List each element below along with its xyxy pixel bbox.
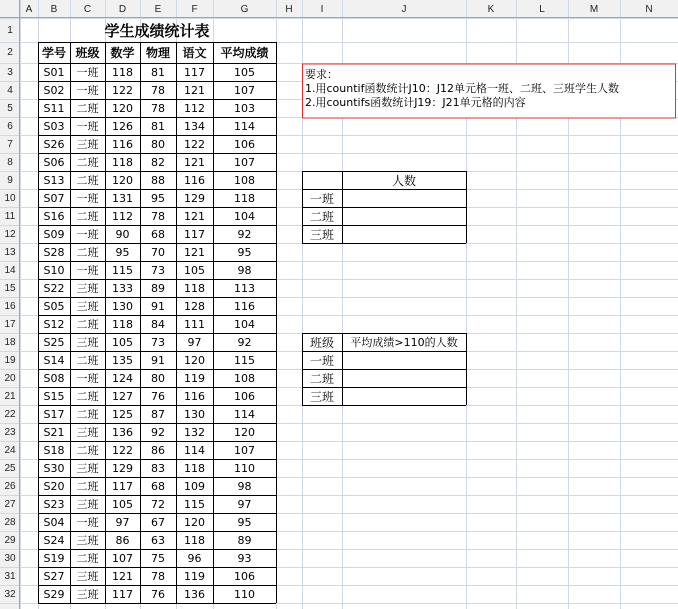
table-cell[interactable]: S11 [43, 101, 65, 115]
column-header-a[interactable]: A [25, 3, 33, 15]
avg-table-value[interactable] [342, 387, 466, 405]
row-header-22[interactable]: 22 [4, 408, 16, 420]
table-cell[interactable]: 110 [234, 461, 255, 475]
column-header-f[interactable]: F [191, 3, 198, 15]
table-cell[interactable]: 68 [151, 227, 165, 241]
table-cell[interactable]: S16 [43, 209, 65, 223]
table-cell[interactable]: 三班 [76, 498, 99, 511]
table-cell[interactable]: 二班 [76, 390, 99, 403]
row-header-25[interactable]: 25 [4, 462, 16, 474]
table-cell[interactable]: 78 [151, 209, 165, 223]
table-cell[interactable]: S24 [43, 533, 65, 547]
table-cell[interactable]: 二班 [76, 552, 99, 565]
table-cell[interactable]: 97 [237, 497, 252, 511]
table-cell[interactable]: 二班 [76, 444, 99, 457]
row-header-9[interactable]: 9 [7, 174, 13, 186]
table-cell[interactable]: 105 [112, 335, 133, 349]
column-header-g[interactable]: G [240, 3, 249, 15]
row-header-29[interactable]: 29 [4, 534, 16, 546]
table-cell[interactable]: 76 [151, 587, 165, 601]
table-cell[interactable]: 133 [112, 281, 133, 295]
column-header-e[interactable]: E [154, 3, 162, 15]
row-header-5[interactable]: 5 [7, 102, 13, 114]
table-cell[interactable]: S21 [43, 425, 65, 439]
row-header-4[interactable]: 4 [7, 84, 13, 96]
table-cell[interactable]: 130 [112, 299, 133, 313]
table-cell[interactable]: S07 [43, 191, 65, 205]
table-cell[interactable]: 95 [115, 245, 130, 259]
table-cell[interactable]: 120 [112, 101, 133, 115]
table-cell[interactable]: 89 [151, 281, 165, 295]
row-header-17[interactable]: 17 [4, 318, 16, 330]
table-cell[interactable]: 86 [151, 443, 165, 457]
table-cell[interactable]: 119 [184, 371, 205, 385]
table-cell[interactable]: 二班 [76, 174, 99, 187]
table-cell[interactable]: 95 [151, 191, 165, 205]
table-cell[interactable]: 81 [151, 65, 165, 79]
table-cell[interactable]: 107 [234, 155, 255, 169]
table-cell[interactable]: S09 [43, 227, 65, 241]
table-cell[interactable]: 106 [234, 137, 255, 151]
table-cell[interactable]: 三班 [76, 336, 99, 349]
table-cell[interactable]: 三班 [76, 300, 99, 313]
table-cell[interactable]: 122 [112, 83, 133, 97]
table-cell[interactable]: 95 [237, 245, 252, 259]
table-cell[interactable]: 三班 [76, 534, 99, 547]
count-table-class[interactable]: 一班 [309, 191, 334, 206]
table-cell[interactable]: 113 [234, 281, 255, 295]
table-cell[interactable]: 一班 [76, 84, 99, 97]
table-cell[interactable]: S06 [43, 155, 65, 169]
avg-table-class[interactable]: 二班 [309, 371, 334, 386]
table-header-cell[interactable]: 平均成绩 [220, 46, 269, 60]
table-cell[interactable]: 114 [184, 443, 205, 457]
table-cell[interactable]: 116 [112, 137, 133, 151]
row-header-31[interactable]: 31 [4, 570, 16, 582]
requirements-heading: 要求： [305, 68, 338, 81]
requirements-line-1: 1.用countif函数统计J10：J12单元格一班、二班、三班学生人数 [305, 82, 619, 95]
table-cell[interactable]: 92 [237, 335, 252, 349]
table-cell[interactable]: 106 [234, 389, 255, 403]
requirements-line-2: 2.用countifs函数统计J19：J21单元格的内容 [305, 96, 526, 109]
table-cell[interactable]: 68 [151, 479, 165, 493]
table-cell[interactable]: 114 [234, 407, 255, 421]
table-cell[interactable]: 124 [112, 371, 133, 385]
table-cell[interactable]: 82 [151, 155, 165, 169]
row-header-32[interactable]: 32 [4, 588, 16, 600]
table-cell[interactable]: 105 [112, 497, 133, 511]
table-cell[interactable]: 97 [115, 515, 130, 529]
table-cell[interactable]: 三班 [76, 426, 99, 439]
table-cell[interactable]: 78 [151, 101, 165, 115]
table-cell[interactable]: 一班 [76, 66, 99, 79]
table-cell[interactable]: 120 [234, 425, 255, 439]
table-cell[interactable]: 一班 [76, 192, 99, 205]
table-cell[interactable]: 105 [184, 263, 205, 277]
table-cell[interactable]: 120 [184, 515, 205, 529]
table-cell[interactable]: S28 [43, 245, 65, 259]
table-cell[interactable]: 121 [184, 209, 205, 223]
table-cell[interactable]: 136 [112, 425, 133, 439]
avg-table-header-class[interactable]: 班级 [309, 335, 334, 350]
row-header-19[interactable]: 19 [4, 354, 16, 366]
table-cell[interactable]: 120 [112, 173, 133, 187]
row-header-18[interactable]: 18 [4, 336, 16, 348]
table-cell[interactable]: 98 [237, 479, 252, 493]
table-cell[interactable]: S23 [43, 497, 65, 511]
table-cell[interactable]: 103 [234, 101, 255, 115]
table-cell[interactable]: 106 [234, 569, 255, 583]
table-cell[interactable]: 118 [234, 191, 255, 205]
table-cell[interactable]: 73 [151, 263, 165, 277]
table-cell[interactable]: 二班 [76, 318, 99, 331]
table-cell[interactable]: 121 [184, 245, 205, 259]
column-header-c[interactable]: C [83, 3, 92, 15]
table-cell[interactable]: 132 [184, 425, 205, 439]
sheet-title: 学生成绩统计表 [104, 21, 210, 40]
table-cell[interactable]: 90 [115, 227, 130, 241]
table-cell[interactable]: 95 [237, 515, 252, 529]
row-header-23[interactable]: 23 [4, 426, 16, 438]
table-cell[interactable]: S19 [43, 551, 65, 565]
table-cell[interactable]: 67 [151, 515, 165, 529]
table-cell[interactable]: 121 [112, 569, 133, 583]
table-cell[interactable]: 二班 [76, 102, 99, 115]
table-cell[interactable]: 98 [237, 263, 252, 277]
count-table-value[interactable] [342, 225, 466, 243]
count-table-class[interactable]: 二班 [309, 209, 334, 224]
table-cell[interactable]: 76 [151, 389, 165, 403]
table-cell[interactable]: 81 [151, 119, 165, 133]
row-header-20[interactable]: 20 [4, 372, 16, 384]
table-cell[interactable]: S14 [43, 353, 65, 367]
table-cell[interactable]: S20 [43, 479, 65, 493]
table-cell[interactable]: 一班 [76, 228, 99, 241]
row-header-27[interactable]: 27 [4, 498, 16, 510]
row-header-13[interactable]: 13 [4, 246, 16, 258]
table-cell[interactable]: 121 [184, 83, 205, 97]
count-table-class[interactable]: 三班 [309, 227, 334, 242]
table-cell[interactable]: 78 [151, 83, 165, 97]
row-header-16[interactable]: 16 [4, 300, 16, 312]
table-cell[interactable]: 73 [151, 335, 165, 349]
table-cell[interactable]: 72 [151, 497, 165, 511]
table-cell[interactable]: 112 [112, 209, 133, 223]
row-header-3[interactable]: 3 [7, 66, 13, 78]
table-cell[interactable]: 108 [234, 173, 255, 187]
column-header-b[interactable]: B [50, 3, 58, 15]
table-cell[interactable]: 96 [187, 551, 202, 565]
table-header-cell[interactable]: 数学 [110, 46, 135, 60]
table-cell[interactable]: 二班 [76, 408, 99, 421]
table-cell[interactable]: 115 [184, 497, 205, 511]
table-cell[interactable]: 107 [234, 83, 255, 97]
table-cell[interactable]: 129 [184, 191, 205, 205]
table-cell[interactable]: 116 [184, 173, 205, 187]
table-cell[interactable]: 63 [151, 533, 165, 547]
table-cell[interactable]: S12 [43, 317, 65, 331]
table-cell[interactable]: 80 [151, 137, 165, 151]
table-cell[interactable]: 91 [151, 353, 165, 367]
table-cell[interactable]: 136 [184, 587, 205, 601]
table-cell[interactable]: 131 [112, 191, 133, 205]
table-cell[interactable]: 116 [234, 299, 255, 313]
table-cell[interactable]: 117 [112, 587, 133, 601]
table-cell[interactable]: 三班 [76, 462, 99, 475]
table-cell[interactable]: 112 [184, 101, 205, 115]
table-cell[interactable]: 120 [184, 353, 205, 367]
row-header-21[interactable]: 21 [4, 390, 16, 402]
table-cell[interactable]: S05 [43, 299, 65, 313]
table-cell[interactable]: 122 [112, 443, 133, 457]
row-header-6[interactable]: 6 [7, 120, 13, 132]
table-cell[interactable]: 126 [112, 119, 133, 133]
table-header-cell[interactable]: 班级 [75, 46, 100, 60]
table-cell[interactable]: 117 [112, 479, 133, 493]
column-header-m[interactable]: M [589, 3, 599, 15]
table-cell[interactable]: S17 [43, 407, 65, 421]
table-cell[interactable]: 三班 [76, 588, 99, 601]
table-cell[interactable]: 二班 [76, 156, 99, 169]
table-cell[interactable]: 70 [151, 245, 165, 259]
table-cell[interactable]: S25 [43, 335, 65, 349]
table-cell[interactable]: 88 [151, 173, 165, 187]
table-cell[interactable]: 92 [151, 425, 165, 439]
table-cell[interactable]: 135 [112, 353, 133, 367]
table-cell[interactable]: 108 [234, 371, 255, 385]
table-cell[interactable]: 三班 [76, 570, 99, 583]
avg-table-value[interactable] [342, 369, 466, 387]
row-header-10[interactable]: 10 [4, 192, 16, 204]
column-header-k[interactable]: K [487, 3, 495, 15]
row-header-15[interactable]: 15 [4, 282, 16, 294]
table-cell[interactable]: 118 [184, 281, 205, 295]
table-cell[interactable]: 118 [112, 65, 133, 79]
table-cell[interactable]: 125 [112, 407, 133, 421]
table-cell[interactable]: 118 [112, 317, 133, 331]
table-cell[interactable]: 97 [187, 335, 202, 349]
table-cell[interactable]: 130 [184, 407, 205, 421]
table-cell[interactable]: 115 [234, 353, 255, 367]
table-cell[interactable]: 129 [112, 461, 133, 475]
table-cell[interactable]: 118 [184, 461, 205, 475]
table-cell[interactable]: S03 [43, 119, 65, 133]
table-cell[interactable]: 134 [184, 119, 205, 133]
table-header-cell[interactable]: 物理 [145, 46, 170, 60]
table-cell[interactable]: S13 [43, 173, 65, 187]
table-cell[interactable]: 二班 [76, 354, 99, 367]
row-header-28[interactable]: 28 [4, 516, 16, 528]
table-cell[interactable]: 一班 [76, 516, 99, 529]
table-cell[interactable]: 86 [115, 533, 130, 547]
table-header-cell[interactable]: 学号 [41, 46, 66, 60]
row-header-12[interactable]: 12 [4, 228, 16, 240]
table-cell[interactable]: 127 [112, 389, 133, 403]
table-cell[interactable]: 114 [234, 119, 255, 133]
row-header-26[interactable]: 26 [4, 480, 16, 492]
table-cell[interactable]: 115 [112, 263, 133, 277]
table-cell[interactable]: 三班 [76, 138, 99, 151]
row-header-2[interactable]: 2 [7, 47, 13, 58]
table-cell[interactable]: 116 [184, 389, 205, 403]
table-cell[interactable]: S02 [43, 83, 65, 97]
table-cell[interactable]: 110 [234, 587, 255, 601]
table-cell[interactable]: 92 [237, 227, 252, 241]
table-cell[interactable]: 84 [151, 317, 165, 331]
row-header-1[interactable]: 1 [7, 24, 13, 36]
avg-table-header-value[interactable]: 平均成绩>110的人数 [350, 336, 458, 349]
count-table-value[interactable] [342, 189, 466, 207]
count-table-header[interactable]: 人数 [391, 173, 416, 188]
table-cell[interactable]: 105 [234, 65, 255, 79]
table-cell[interactable]: 89 [237, 533, 252, 547]
avg-table-class[interactable]: 一班 [309, 353, 334, 368]
table-cell[interactable]: 128 [184, 299, 205, 313]
table-cell[interactable]: 一班 [76, 264, 99, 277]
table-header-cell[interactable]: 语文 [182, 46, 207, 60]
table-cell[interactable]: 91 [151, 299, 165, 313]
avg-table-value[interactable] [342, 351, 466, 369]
column-header-d[interactable]: D [118, 3, 127, 15]
table-cell[interactable]: S27 [43, 569, 65, 583]
table-cell[interactable]: 118 [184, 533, 205, 547]
table-cell[interactable]: S10 [43, 263, 65, 277]
row-header-7[interactable]: 7 [7, 138, 13, 150]
row-header-8[interactable]: 8 [7, 156, 13, 168]
table-cell[interactable]: 117 [184, 227, 205, 241]
count-table-value[interactable] [342, 207, 466, 225]
table-cell[interactable]: 104 [234, 317, 255, 331]
avg-table-class[interactable]: 三班 [309, 389, 334, 404]
column-header-j[interactable]: J [401, 3, 407, 15]
table-cell[interactable]: 80 [151, 371, 165, 385]
row-header-30[interactable]: 30 [4, 552, 16, 564]
table-cell[interactable]: 93 [237, 551, 252, 565]
table-cell[interactable]: 87 [151, 407, 165, 421]
row-header-14[interactable]: 14 [4, 264, 16, 276]
table-cell[interactable]: 111 [184, 317, 205, 331]
column-header-n[interactable]: N [645, 3, 653, 15]
table-cell[interactable]: S01 [43, 65, 65, 79]
table-cell[interactable]: 109 [184, 479, 205, 493]
table-cell[interactable]: 118 [112, 155, 133, 169]
table-cell[interactable]: S29 [43, 587, 65, 601]
table-cell[interactable]: 二班 [76, 246, 99, 259]
table-cell[interactable]: S26 [43, 137, 65, 151]
table-cell[interactable]: 117 [184, 65, 205, 79]
column-header-l[interactable]: L [539, 3, 545, 15]
table-cell[interactable]: 107 [112, 551, 133, 565]
table-cell[interactable]: 二班 [76, 210, 99, 223]
column-header-i[interactable]: I [320, 3, 324, 15]
table-cell[interactable]: 二班 [76, 480, 99, 493]
table-cell[interactable]: S22 [43, 281, 65, 295]
table-cell[interactable]: 83 [151, 461, 165, 475]
table-cell[interactable]: 121 [184, 155, 205, 169]
table-cell[interactable]: 一班 [76, 120, 99, 133]
table-cell[interactable]: S04 [43, 515, 65, 529]
table-cell[interactable]: 75 [151, 551, 165, 565]
row-header-24[interactable]: 24 [4, 444, 16, 456]
table-cell[interactable]: 三班 [76, 282, 99, 295]
table-cell[interactable]: 107 [234, 443, 255, 457]
table-cell[interactable]: 78 [151, 569, 165, 583]
column-header-h[interactable]: H [285, 3, 293, 15]
table-cell[interactable]: 一班 [76, 372, 99, 385]
table-cell[interactable]: S30 [43, 461, 65, 475]
table-cell[interactable]: S08 [43, 371, 65, 385]
table-cell[interactable]: 119 [184, 569, 205, 583]
table-cell[interactable]: S18 [43, 443, 65, 457]
table-cell[interactable]: 122 [184, 137, 205, 151]
table-cell[interactable]: 104 [234, 209, 255, 223]
row-header-11[interactable]: 11 [4, 210, 16, 222]
table-cell[interactable]: S15 [43, 389, 65, 403]
